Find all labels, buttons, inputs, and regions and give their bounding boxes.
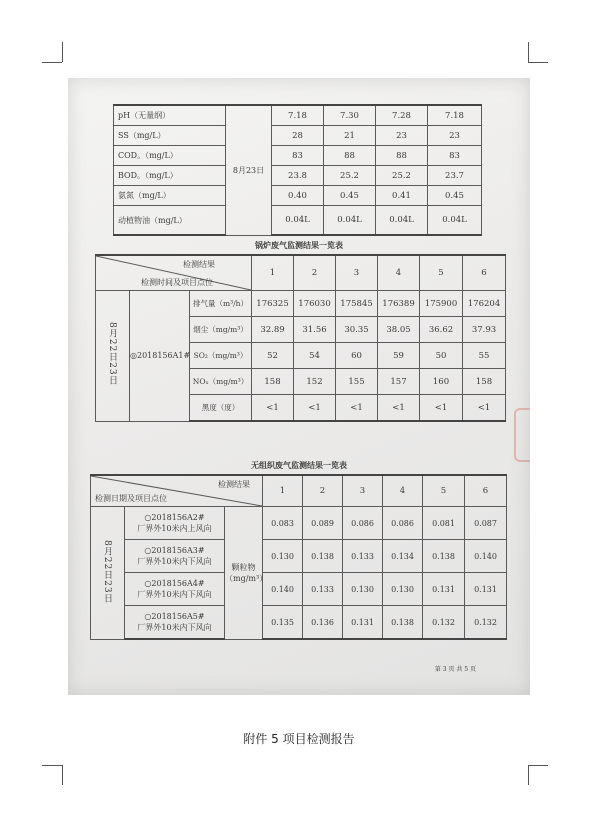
header-time-point-label: 检测时间及项目点位 (141, 278, 214, 287)
header-row (96, 255, 506, 291)
point-desc: 厂界外10米内下风向 (137, 623, 212, 632)
value-cell: <1 (420, 395, 463, 422)
value-cell: 52 (252, 343, 294, 369)
value-cell: 0.133 (303, 573, 343, 606)
value-cell: 158 (252, 369, 294, 395)
value-cell: 88 (376, 146, 428, 166)
column-header: 1 (252, 255, 294, 291)
table-row (114, 186, 482, 206)
crop-mark-top-left-h (42, 62, 62, 63)
value-cell: 0.132 (465, 606, 507, 640)
value-cell: 0.089 (303, 507, 343, 540)
crop-mark-bottom-right-h (528, 765, 548, 766)
point-desc: 厂界外10米内下风向 (137, 557, 212, 566)
value-cell: 176204 (463, 291, 506, 317)
param-label: 黑度（度） (190, 395, 252, 422)
value-cell: 54 (294, 343, 336, 369)
value-cell: <1 (378, 395, 420, 422)
column-header: 5 (420, 255, 463, 291)
value-cell: 59 (378, 343, 420, 369)
column-header: 2 (303, 475, 343, 507)
param-label: 排气量（m³/h） (190, 291, 252, 317)
value-cell: 0.131 (423, 573, 465, 606)
column-header: 1 (263, 475, 303, 507)
value-cell: 0.130 (383, 573, 423, 606)
param-label: BOD。（mg/L） (114, 166, 226, 186)
point-desc: 厂界外10米内下风向 (137, 590, 212, 599)
value-cell: 0.083 (263, 507, 303, 540)
value-cell: 0.131 (343, 606, 383, 640)
param-label: pH（无量纲） (114, 105, 226, 126)
value-cell: 0.140 (465, 540, 507, 573)
header-date-point-label: 检测日期及项目点位 (95, 494, 167, 503)
header-results-label: 检测结果 (218, 480, 251, 489)
value-cell: <1 (252, 395, 294, 422)
point-cell (125, 573, 225, 606)
value-cell: 155 (336, 369, 378, 395)
value-cell: 0.45 (428, 186, 482, 206)
value-cell: <1 (294, 395, 336, 422)
value-cell: 0.04L (428, 206, 482, 236)
value-cell: 30.35 (336, 317, 378, 343)
crop-mark-bottom-left-h (42, 765, 62, 766)
column-header: 3 (336, 255, 378, 291)
value-cell: 21 (324, 126, 376, 146)
fugitive-exhaust-table (90, 474, 507, 640)
value-cell: <1 (463, 395, 506, 422)
point-desc: 厂界外10米内上风向 (137, 524, 212, 533)
value-cell: 0.135 (263, 606, 303, 640)
value-cell: 158 (463, 369, 506, 395)
value-cell: 23 (428, 126, 482, 146)
header-row (91, 475, 507, 507)
value-cell: 0.04L (272, 206, 324, 236)
value-cell: 0.04L (324, 206, 376, 236)
value-cell: 25.2 (376, 166, 428, 186)
table-row (91, 606, 507, 640)
value-cell: 0.138 (303, 540, 343, 573)
value-cell: 55 (463, 343, 506, 369)
point-id: ○2018156A3# (144, 546, 205, 555)
value-cell: 0.132 (423, 606, 465, 640)
table-row (114, 126, 482, 146)
table-row (91, 507, 507, 540)
value-cell: 60 (336, 343, 378, 369)
value-cell: 0.138 (383, 606, 423, 640)
value-cell: 23.8 (272, 166, 324, 186)
value-cell: 7.18 (272, 105, 324, 126)
value-cell: 32.89 (252, 317, 294, 343)
value-cell: 0.130 (343, 573, 383, 606)
value-cell: 88 (324, 146, 376, 166)
value-cell: 0.081 (423, 507, 465, 540)
value-cell: 23 (376, 126, 428, 146)
fugitive-table-title: 无组织废气监测结果一览表 (251, 460, 347, 470)
value-cell: 176389 (378, 291, 420, 317)
table-row (114, 206, 482, 236)
diagonal-header-cell (96, 255, 252, 291)
param-label: SO₂（mg/m³） (190, 343, 252, 369)
boiler-exhaust-table (95, 254, 506, 422)
crop-mark-top-right-h (528, 62, 548, 63)
column-header: 6 (463, 255, 506, 291)
value-cell: 0.087 (465, 507, 507, 540)
point-id: ○2018156A2# (144, 513, 205, 522)
item-cell: 颗粒物（mg/m³） (225, 507, 263, 640)
value-cell: 7.28 (376, 105, 428, 126)
value-cell: 83 (272, 146, 324, 166)
table-row (96, 291, 506, 317)
value-cell: 25.2 (324, 166, 376, 186)
table-row (114, 105, 482, 126)
point-cell: ◎2018156A1# (130, 291, 190, 422)
boiler-table-title: 锅炉废气监测结果一览表 (255, 240, 343, 250)
value-cell: 38.05 (378, 317, 420, 343)
value-cell: 83 (428, 146, 482, 166)
column-header: 4 (378, 255, 420, 291)
table-row (91, 540, 507, 573)
value-cell: 0.140 (263, 573, 303, 606)
param-label: SS（mg/L） (114, 126, 226, 146)
value-cell: 0.131 (465, 573, 507, 606)
column-header: 5 (423, 475, 465, 507)
value-cell: 0.130 (263, 540, 303, 573)
value-cell: <1 (336, 395, 378, 422)
value-cell: 0.086 (383, 507, 423, 540)
value-cell: 0.136 (303, 606, 343, 640)
attachment-caption: 附件 5 项目检测报告 (243, 732, 355, 746)
crop-mark-top-right-v (528, 42, 529, 62)
value-cell: 7.18 (428, 105, 482, 126)
date-text: 8月22日23日 (102, 539, 112, 604)
value-cell: 0.134 (383, 540, 423, 573)
page-number: 第 3 页 共 5 页 (434, 666, 476, 673)
param-label: 动植物油（mg/L） (114, 206, 226, 236)
wastewater-results-table (113, 104, 482, 236)
param-label: COD。（mg/L） (114, 146, 226, 166)
table-row (114, 146, 482, 166)
red-seal-stamp (514, 408, 530, 462)
value-cell: 36.62 (420, 317, 463, 343)
date-cell (96, 291, 130, 422)
value-cell: 0.45 (324, 186, 376, 206)
crop-mark-top-left-v (62, 42, 63, 62)
value-cell: 28 (272, 126, 324, 146)
column-header: 2 (294, 255, 336, 291)
value-cell: 0.133 (343, 540, 383, 573)
column-header: 3 (343, 475, 383, 507)
scanned-report-page (68, 78, 530, 695)
crop-mark-bottom-left-v (62, 765, 63, 785)
value-cell: 176325 (252, 291, 294, 317)
value-cell: 0.41 (376, 186, 428, 206)
crop-mark-bottom-right-v (528, 765, 529, 785)
point-id: ○2018156A4# (144, 579, 205, 588)
value-cell: 0.086 (343, 507, 383, 540)
value-cell: 23.7 (428, 166, 482, 186)
value-cell: 175845 (336, 291, 378, 317)
date-text: 8月22日23日 (107, 322, 117, 387)
date-cell: 8月23日 (226, 105, 272, 235)
value-cell: 160 (420, 369, 463, 395)
value-cell: 152 (294, 369, 336, 395)
value-cell: 37.93 (463, 317, 506, 343)
value-cell: 157 (378, 369, 420, 395)
point-cell (125, 606, 225, 640)
column-header: 6 (465, 475, 507, 507)
value-cell: 176030 (294, 291, 336, 317)
value-cell: 50 (420, 343, 463, 369)
value-cell: 31.56 (294, 317, 336, 343)
table-row (91, 573, 507, 606)
value-cell: 0.04L (376, 206, 428, 236)
value-cell: 0.138 (423, 540, 465, 573)
param-label: NOₓ（mg/m³） (190, 369, 252, 395)
point-id: ○2018156A5# (144, 612, 205, 621)
point-cell (125, 507, 225, 540)
header-results-label: 检测结果 (183, 260, 216, 269)
date-cell (91, 507, 125, 640)
value-cell: 175900 (420, 291, 463, 317)
param-label: 氨氮（mg/L） (114, 186, 226, 206)
column-header: 4 (383, 475, 423, 507)
point-cell (125, 540, 225, 573)
value-cell: 7.30 (324, 105, 376, 126)
param-label: 烟尘（mg/m³） (190, 317, 252, 343)
value-cell: 0.40 (272, 186, 324, 206)
diagonal-header-cell (91, 475, 263, 507)
table-row (114, 166, 482, 186)
